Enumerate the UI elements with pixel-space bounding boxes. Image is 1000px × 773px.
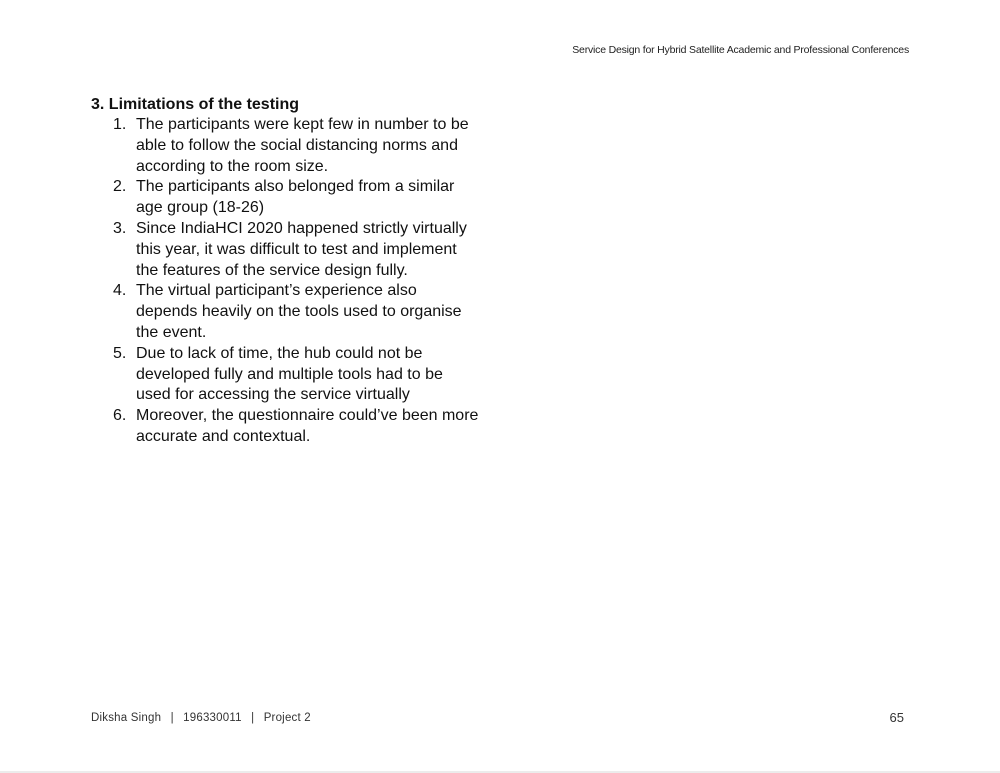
list-item-number: 4.	[113, 282, 127, 300]
page-number: 65	[889, 710, 904, 725]
main-content	[91, 94, 491, 448]
list-item	[91, 177, 481, 219]
list-item	[91, 281, 481, 343]
list-item-text: Due to lack of time, the hub could not be developed fully and multiple tools had to be used for accessing the service virtually	[136, 344, 443, 404]
list-item-text: The participants were kept few in number to be able to follow the social distancing norms and according to the room size.	[136, 116, 469, 175]
limitations-list	[91, 115, 491, 448]
list-item-number: 5.	[113, 344, 127, 362]
list-item	[91, 219, 481, 281]
section-heading: 3. Limitations of the testing	[91, 96, 300, 113]
list-item-text: The virtual participant’s experience also depends heavily on the tools used to organise the event.	[136, 282, 462, 341]
footer-author: Diksha Singh	[91, 712, 162, 724]
list-item-number: 1.	[113, 116, 127, 133]
footer-project: Project 2	[263, 712, 311, 724]
list-item	[91, 115, 481, 177]
footer-student-id: 196330011	[183, 712, 242, 724]
list-item-text: Since IndiaHCI 2020 happened strictly virtually this year, it was difficult to test and implement the features of the service design fully.	[136, 219, 467, 279]
list-item-text: The participants also belonged from a similar age group (18-26)	[136, 178, 455, 217]
list-item-number: 3.	[113, 219, 127, 237]
footer-separator: |	[251, 712, 255, 724]
footer-info	[91, 712, 311, 724]
list-item-number: 6.	[113, 407, 127, 425]
list-item	[91, 406, 481, 448]
list-item	[91, 344, 481, 406]
list-item-text: Moreover, the questionnaire could’ve been more accurate and contextual.	[136, 407, 479, 445]
footer-separator: |	[170, 712, 174, 724]
running-header-title: Service Design for Hybrid Satellite Academic and Professional Conferences	[572, 44, 909, 56]
list-item-number: 2.	[113, 178, 127, 196]
